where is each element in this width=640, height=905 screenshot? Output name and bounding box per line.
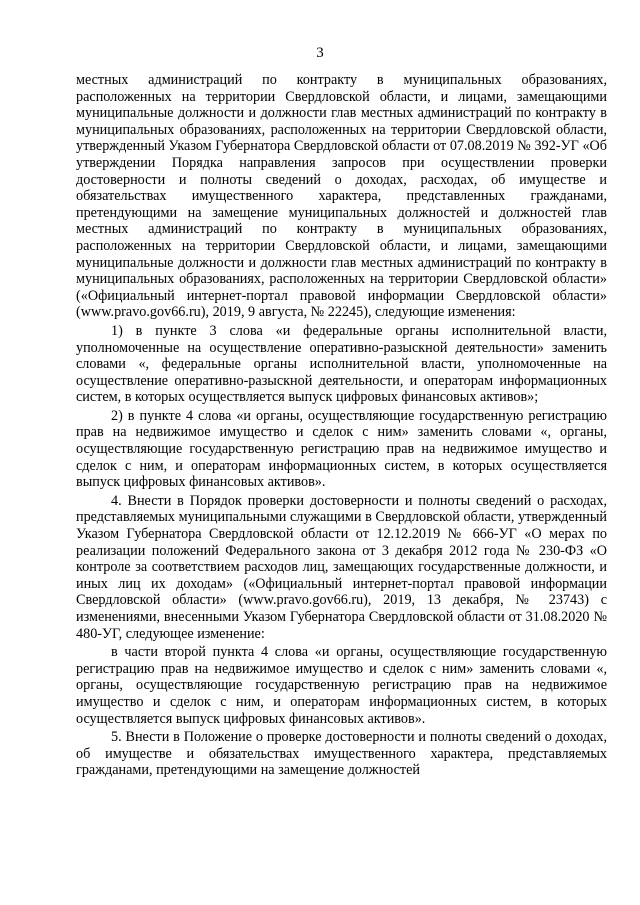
paragraph-continuation: местных администраций по контракту в муниципальных образованиях, расположенных на территории Свердловской области, и лицами, замещающими муниципальные должности и должности глав местных администраций по контракту в муниципальных образованиях, расположенных на территории Свердловской области, утвержденный Указом Губернатора Свердловской области от 07.08.2019 № 392-УГ «Об утверждении Порядка направления запросов при осуществлении проверки достоверности и полноты сведений о доходах, расходах, об имуществе и обязательствах имущественного характера, представленных гражданами, претендующими на замещение муниципальных должностей и должностей глав местных администраций по контракту в муниципальных образованиях, расположенных на территории Свердловской области, и лицами, замещающими муниципальные должности и должности глав местных администраций по контракту в муниципальных образованиях, расположенных на территории Свердловской области» («Официальный интернет-портал правовой информации Свердловской области» (www.pravo.gov66.ru), 2019, 9 августа, № 22245), следующие изменения:	[76, 72, 607, 321]
paragraph-section-4-change: в части второй пункта 4 слова «и органы, осуществляющие государственную регистрацию прав на недвижимое имущество и сделок с ним» заменить словами «, органы, осуществляющие государственную регистрацию прав на недвижимое имущество и сделок с ним, и операторам информационных систем, в которых осуществляется выпуск цифровых финансовых активов».	[76, 644, 607, 727]
paragraph-item-1: 1) в пункте 3 слова «и федеральные органы исполнительной власти, уполномоченные на осуществление оперативно-разыскной деятельности» заменить словами «, федеральные органы исполнительной власти, уполномоченные на осуществление оперативно-разыскной деятельности, и операторам информационных систем, в которых осуществляется выпуск цифровых финансовых активов»;	[76, 322, 607, 406]
document-body	[76, 72, 607, 781]
paragraph-section-4: 4. Внести в Порядок проверки достоверности и полноты сведений о расходах, представляемых муниципальными служащими в Свердловской области, утвержденный Указом Губернатора Свердловской области от 12.12.2019 № 666-УГ «О мерах по реализации положений Федерального закона от 3 декабря 2012 года № 230-ФЗ «О контроле за соответствием расходов лиц, замещающих государственные должности, и иных лиц их доходам» («Официальный интернет-портал правовой информации Свердловской области» (www.pravo.gov66.ru), 2019, 13 декабря, № 23743) с изменениями, внесенными Указом Губернатора Свердловской области от 31.08.2020 № 480-УГ, следующее изменение:	[76, 492, 607, 642]
paragraph-section-5: 5. Внести в Положение о проверке достоверности и полноты сведений о доходах, об имуществе и обязательствах имущественного характера, представляемых гражданами, претендующими на замещение должностей	[76, 729, 607, 779]
page-number: 3	[316, 45, 324, 61]
paragraph-item-2: 2) в пункте 4 слова «и органы, осуществляющие государственную регистрацию прав на недвижимое имущество и сделок с ним» заменить словами «, органы, осуществляющие государственную регистрацию прав на недвижимое имущество и сделок с ним, и операторам информационных систем, в которых осуществляется выпуск цифровых финансовых активов».	[76, 407, 607, 491]
